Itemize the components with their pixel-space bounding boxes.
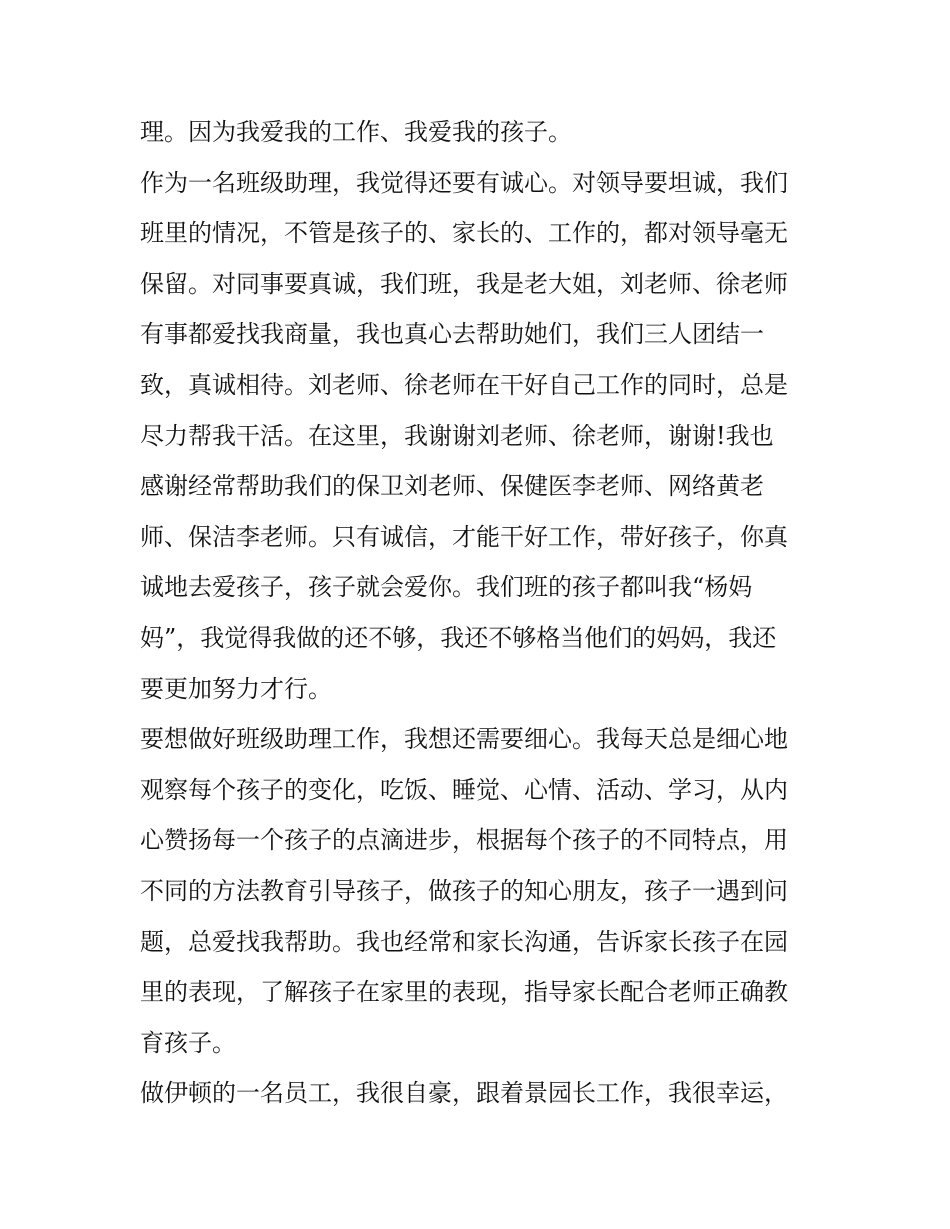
text-line: 妈”，我觉得我做的还不够，我还不够格当他们的妈妈，我还 [140,623,777,652]
text-line: 理。因为我爱我的工作、我爱我的孩子。 [140,118,572,146]
text-line: 感谢经常帮助我们的保卫刘老师、保健医李老师、网络黄老 [140,472,764,501]
text-line: 要想做好班级助理工作，我想还需要细心。我每天总是细心地 [140,725,788,754]
text-line: 不同的方法教育引导孩子，做孩子的知心朋友，孩子一遇到问 [140,876,788,905]
text-line: 诚地去爱孩子，孩子就会爱你。我们班的孩子都叫我“杨妈 [140,573,753,602]
text-line: 有事都爱找我商量，我也真心去帮助她们，我们三人团结一 [140,320,764,349]
text-line: 育孩子。 [140,1028,236,1057]
document-body-text [140,107,830,1119]
text-line: 作为一名班级助理，我觉得还要有诚心。对领导要坦诚，我们 [140,168,788,197]
text-line: 心赞扬每一个孩子的点滴进步，根据每个孩子的不同特点，用 [140,826,788,855]
text-line: 题，总爱找我帮助。我也经常和家长沟通，告诉家长孩子在园 [140,927,788,956]
text-line: 里的表现，了解孩子在家里的表现，指导家长配合老师正确教 [140,978,788,1007]
text-line: 做伊顿的一名员工，我很自豪，跟着景园长工作，我很幸运， [140,1079,788,1108]
text-line: 观察每个孩子的变化，吃饭、睡觉、心情、活动、学习，从内 [140,775,788,804]
text-line: 要更加努力才行。 [140,674,332,703]
text-line: 尽力帮我干活。在这里，我谢谢刘老师、徐老师，谢谢!我也 [140,421,774,450]
text-line: 班里的情况，不管是孩子的、家长的、工作的，都对领导毫无 [140,219,788,248]
text-line: 保留。对同事要真诚，我们班，我是老大姐，刘老师、徐老师 [140,269,788,298]
text-line: 致，真诚相待。刘老师、徐老师在干好自己工作的同时，总是 [140,370,788,399]
text-line: 师、保洁李老师。只有诚信，才能干好工作，带好孩子，你真 [140,522,788,551]
